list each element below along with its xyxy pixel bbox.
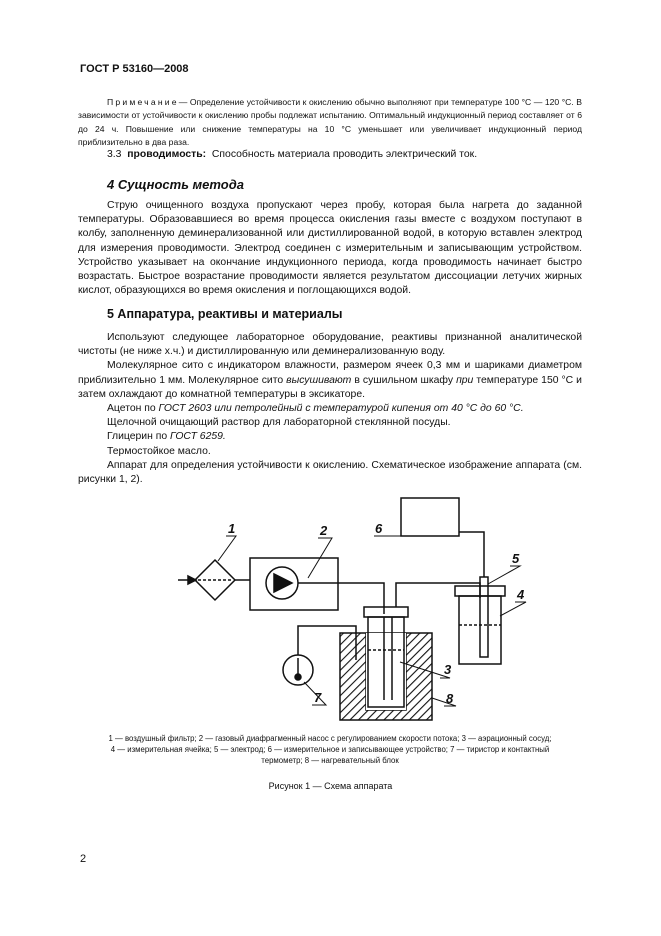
aeration-vessel-cap (364, 607, 408, 617)
section-5-p2: Молекулярное сито с индикатором влажности, размером ячеек 0,3 мм и шариками диаметром приблизительно 1 мм. Молекулярное сито высушивают в сушильном шкафу при температуре 150 °С и затем охлаждают до комнатной температуры в эксикаторе. (78, 360, 582, 400)
section-5-p1: Используют следующее лабораторное оборудование, реактивы признанной аналитической чистоты (не ниже х.ч.) и дистиллированную или деминерализованную воду. (78, 332, 582, 358)
section-5-p3: Ацетон по ГОСТ 2603 или петролейный с температурой кипения от 40 °С до 60 °С. (107, 403, 524, 415)
pipe-pump-vessel (338, 583, 384, 614)
label-7: 7 (314, 690, 322, 705)
definition-term: проводимость: (127, 149, 207, 160)
heating-block-well (366, 633, 406, 710)
document-header: ГОСТ Р 53160—2008 (80, 63, 189, 75)
section-5-title: 5 Аппаратура, реактивы и материалы (107, 307, 343, 321)
label-1: 1 (228, 521, 236, 536)
page-number: 2 (80, 853, 87, 865)
label-3: 3 (444, 662, 452, 677)
diaphragm-pump (250, 558, 338, 610)
label-2: 2 (320, 523, 328, 538)
label-6: 6 (375, 521, 383, 536)
figure-legend (78, 733, 582, 766)
electrode (480, 577, 488, 657)
note-label: Примечание (107, 97, 179, 107)
section-5-p7: Аппарат для определения устойчивости к окислению. Схематическое изображение аппарата (см. рисунки 1, 2). (78, 459, 582, 486)
label-5: 5 (512, 551, 520, 566)
pump-direction-icon (274, 574, 292, 592)
definition-text: Способность материала проводить электрический ток. (211, 149, 478, 160)
legend-line-2: 4 — измерительная ячейка; 5 — электрод; 6 — измерительное и записывающее устройство; 7 — тиристор и контактный (110, 745, 550, 754)
measuring-recording-device (401, 498, 459, 536)
electrode-wire (459, 532, 484, 577)
leader-4 (500, 602, 526, 616)
section-4-title: 4 Сущность метода (107, 177, 244, 192)
definition-number: 3.3 (107, 149, 122, 160)
label-4: 4 (517, 587, 525, 602)
thermometer-bulb (295, 674, 301, 680)
note-text: — Определение устойчивости к окислению обычно выполняют при температуре 100 °С — 120 °С. В зависимости от устойчивости к окислению пробы подлежат испытанию. Оптимальный индукционный период составляет от 6 до 24 ч. Повышение или снижение температуры на 10 °С уменьшает или увеличивает индукционный период приблизительно в два раза. (78, 97, 582, 148)
label-8: 8 (446, 691, 454, 706)
leader-5 (488, 566, 520, 584)
section-5-p5: Глицерин по ГОСТ 6259. (107, 431, 226, 443)
legend-line-3: термометр; 8 — нагревательный блок (261, 756, 399, 765)
section-5-p6: Термостойкое масло. (107, 445, 211, 457)
leader-1 (218, 536, 236, 561)
section-4-paragraph: Струю очищенного воздуха пропускают через пробу, которая была нагрета до заданной температуры. Образовавшиеся во время процесса окисления газы вместе с воздухом поступают в колбу, заполненную деминерализованной или дистиллированной водой, в которую вставлен электрод для измерения проводимости. Электрод соединен с измерительным и записывающим устройством. Устройство указывает на окончание индукционного периода, когда проводимость начинает быстро возрастать. Быстрое возрастание проводимости является результатом диссоциации летучих жирных кислот, образующихся во время окисления и поглощающихся водой. (78, 200, 582, 297)
section-5-p4: Щелочной очищающий раствор для лабораторной стеклянной посуды. (107, 417, 451, 429)
figure-title: Рисунок 1 — Схема аппарата (268, 781, 393, 791)
legend-line-1: 1 — воздушный фильтр; 2 — газовый диафрагменный насос с регулированием скорости потока; 3 — аэрационный сосуд; (108, 734, 552, 743)
